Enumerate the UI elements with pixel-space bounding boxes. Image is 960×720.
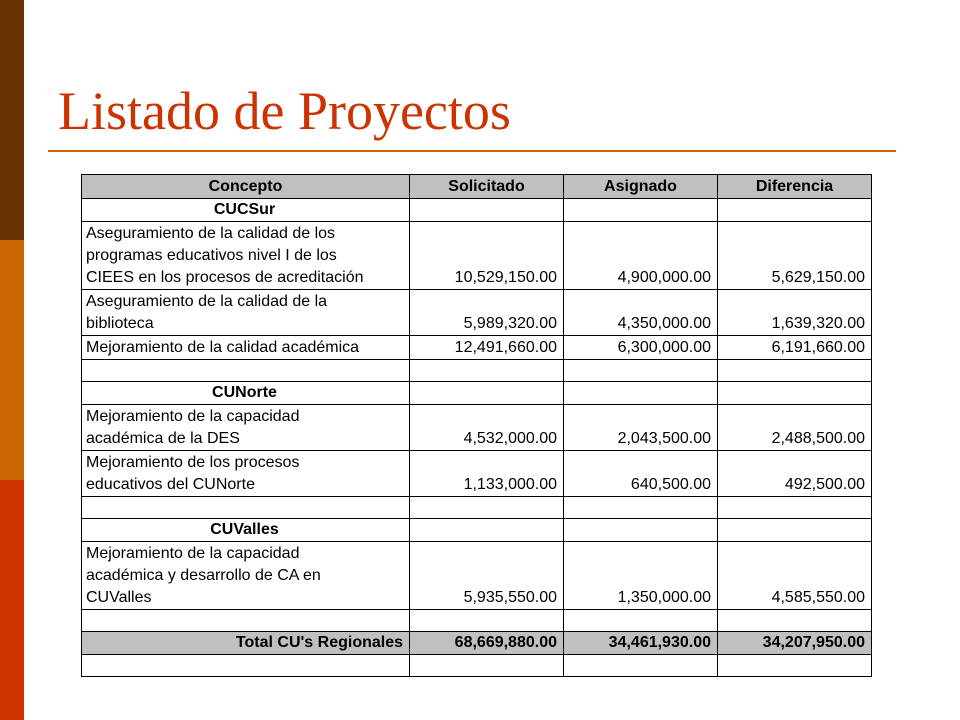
cell-concepto: [82, 222, 410, 290]
cell-asignado: [564, 519, 718, 542]
concepto-line: académica y desarrollo de CA en: [86, 567, 321, 584]
cell-concepto: [82, 519, 410, 542]
cell-solicitado: 1,133,000.00: [410, 451, 564, 497]
concepto-line: Mejoramiento de la calidad académica: [86, 339, 360, 356]
cell-diferencia: 34,207,950.00: [718, 632, 872, 655]
cell-diferencia: [718, 519, 872, 542]
cell-diferencia: [718, 382, 872, 405]
blank-row: [82, 360, 872, 382]
table-row: [82, 336, 872, 360]
group-row: [82, 382, 872, 405]
cell-concepto: [82, 542, 410, 610]
concepto-line: educativos del CUNorte: [86, 476, 255, 493]
concepto-line: Aseguramiento de la calidad de los: [86, 225, 336, 242]
blank-row: [82, 497, 872, 519]
concepto-line: CUNorte: [212, 384, 277, 401]
concepto-line: Total CU's Regionales: [235, 634, 403, 651]
cell-concepto: [82, 290, 410, 336]
cell-concepto: [82, 382, 410, 405]
header-concepto: Concepto: [82, 175, 410, 199]
cell-diferencia: [718, 655, 872, 677]
cell-concepto: [82, 405, 410, 451]
projects-table: [81, 174, 872, 677]
concepto-line: CUCSur: [213, 201, 276, 218]
cell-solicitado: 5,935,550.00: [410, 542, 564, 610]
cell-diferencia: 5,629,150.00: [718, 222, 872, 290]
concepto-line: CUValles: [86, 589, 152, 606]
concepto-line: CUValles: [210, 521, 279, 538]
header-asignado: Asignado: [564, 175, 718, 199]
table-row: [82, 451, 872, 497]
cell-asignado: [564, 655, 718, 677]
accent-bar-bottom: [0, 480, 24, 720]
cell-asignado: 6,300,000.00: [564, 336, 718, 360]
table-row: [82, 222, 872, 290]
cell-concepto: [82, 336, 410, 360]
concepto-line: Mejoramiento de la capacidad: [86, 545, 300, 562]
cell-asignado: [564, 360, 718, 382]
cell-solicitado: 10,529,150.00: [410, 222, 564, 290]
cell-concepto: [82, 360, 410, 382]
title-divider: [48, 150, 896, 152]
cell-solicitado: 68,669,880.00: [410, 632, 564, 655]
cell-solicitado: 4,532,000.00: [410, 405, 564, 451]
table-body: [82, 199, 872, 677]
blank-row: [82, 655, 872, 677]
concepto-line: académica de la DES: [86, 430, 240, 447]
cell-concepto: [82, 497, 410, 519]
cell-asignado: 4,350,000.00: [564, 290, 718, 336]
cell-diferencia: [718, 497, 872, 519]
cell-concepto: [82, 632, 410, 655]
table-row: [82, 542, 872, 610]
blank-row: [82, 610, 872, 632]
table-row: [82, 405, 872, 451]
cell-diferencia: 6,191,660.00: [718, 336, 872, 360]
cell-asignado: 4,900,000.00: [564, 222, 718, 290]
cell-diferencia: 492,500.00: [718, 451, 872, 497]
header-diferencia: Diferencia: [718, 175, 872, 199]
header-solicitado: Solicitado: [410, 175, 564, 199]
cell-solicitado: 12,491,660.00: [410, 336, 564, 360]
cell-concepto: [82, 199, 410, 222]
concepto-line: Mejoramiento de los procesos: [86, 454, 300, 471]
cell-asignado: 34,461,930.00: [564, 632, 718, 655]
table-header-row: [82, 175, 872, 199]
concepto-line: CIEES en los procesos de acreditación: [86, 269, 364, 286]
group-row: [82, 199, 872, 222]
cell-asignado: [564, 497, 718, 519]
cell-asignado: 1,350,000.00: [564, 542, 718, 610]
cell-diferencia: [718, 199, 872, 222]
cell-asignado: [564, 199, 718, 222]
cell-solicitado: [410, 610, 564, 632]
concepto-line: Aseguramiento de la calidad de la: [86, 293, 328, 310]
group-row: [82, 519, 872, 542]
cell-solicitado: 5,989,320.00: [410, 290, 564, 336]
accent-bar-top: [0, 0, 24, 240]
cell-concepto: [82, 451, 410, 497]
cell-asignado: 640,500.00: [564, 451, 718, 497]
cell-asignado: 2,043,500.00: [564, 405, 718, 451]
cell-diferencia: 1,639,320.00: [718, 290, 872, 336]
cell-solicitado: [410, 360, 564, 382]
cell-solicitado: [410, 497, 564, 519]
cell-diferencia: 4,585,550.00: [718, 542, 872, 610]
concepto-line: programas educativos nivel I de los: [86, 247, 337, 264]
cell-diferencia: [718, 360, 872, 382]
cell-asignado: [564, 610, 718, 632]
cell-asignado: [564, 382, 718, 405]
cell-diferencia: 2,488,500.00: [718, 405, 872, 451]
cell-solicitado: [410, 655, 564, 677]
cell-solicitado: [410, 519, 564, 542]
cell-solicitado: [410, 199, 564, 222]
total-row: [82, 632, 872, 655]
concepto-line: biblioteca: [86, 315, 154, 332]
accent-bar-middle: [0, 240, 24, 480]
slide-title: Listado de Proyectos: [58, 81, 511, 141]
concepto-line: Mejoramiento de la capacidad: [86, 408, 300, 425]
cell-diferencia: [718, 610, 872, 632]
table-row: [82, 290, 872, 336]
cell-concepto: [82, 655, 410, 677]
cell-solicitado: [410, 382, 564, 405]
cell-concepto: [82, 610, 410, 632]
